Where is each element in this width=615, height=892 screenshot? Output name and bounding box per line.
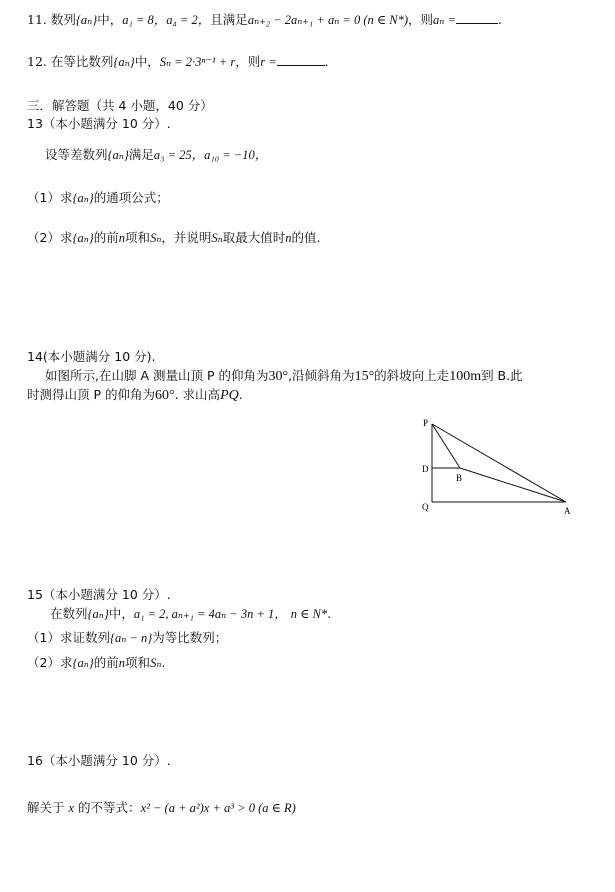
answer-blank[interactable] xyxy=(277,53,325,66)
q11-text: ，则 xyxy=(408,12,434,27)
q14-segment: PQ xyxy=(220,388,239,403)
q13-seq: {aₙ} xyxy=(72,191,94,205)
q13-part-2 xyxy=(27,230,320,246)
q13-text: 的通项公式； xyxy=(93,190,169,205)
q13-condition: a₃ = 25，a₁₀ = −10， xyxy=(153,148,268,162)
q12-text: 中， xyxy=(134,54,160,69)
q13-seq: {aₙ} xyxy=(107,148,129,162)
q11-text: 中， xyxy=(97,12,123,27)
label-P: P xyxy=(423,418,429,428)
q14-line-1 xyxy=(45,368,523,385)
q13-var: Sₙ xyxy=(211,231,223,245)
q12-seq: {aₙ} xyxy=(113,55,135,69)
q15-part-2 xyxy=(27,655,165,671)
q13-title: 13（本小题满分 10 分）. xyxy=(27,116,171,131)
q14-text: ,沿倾斜角为 xyxy=(288,368,355,383)
q14-text: 如图所示,在山脚 A 测量山顶 P 的仰角为 xyxy=(45,368,269,383)
q13-text: 的前 xyxy=(93,230,119,245)
q13-text: （2）求 xyxy=(27,230,73,245)
q15-stem xyxy=(50,606,331,622)
q11-end: . xyxy=(497,12,502,27)
question-number: 12. xyxy=(27,54,47,69)
q11-seq: {aₙ} xyxy=(75,13,98,27)
q11-text: 数列 xyxy=(50,12,76,27)
section-header: 三．解答题（共 4 小题，40 分） xyxy=(27,98,213,113)
q16-stem xyxy=(27,800,296,816)
q14-title: 14(本小题满分 10 分). xyxy=(27,349,156,364)
line-PB xyxy=(432,424,460,468)
q13-text: 取最大值时 xyxy=(222,230,286,245)
q15-text: （2）求 xyxy=(27,655,73,670)
q14-line-2 xyxy=(27,387,243,404)
q13-stem xyxy=(45,147,267,163)
q13-text: 满足 xyxy=(128,147,154,162)
q16-var: x xyxy=(68,801,75,815)
q14-text: . 求山高 xyxy=(174,387,221,402)
q11-text: 且满足 xyxy=(210,12,248,27)
q13-text: 设等差数列 xyxy=(45,147,108,162)
q12-text: ，则 xyxy=(235,54,261,69)
q13-text: 项和 xyxy=(125,230,151,245)
q15-seq: {aₙ} xyxy=(87,607,109,621)
q15-var: n xyxy=(118,656,126,670)
q16-text: 解关于 xyxy=(27,800,65,815)
q14-text: 的斜坡向上走 xyxy=(374,368,450,383)
q13-var: n xyxy=(118,231,126,245)
q13-text: ，并说明 xyxy=(161,230,212,245)
q15-text: 的前 xyxy=(93,655,119,670)
q15-end: . xyxy=(161,655,166,670)
q15-title: 15（本小题满分 10 分）. xyxy=(27,587,171,602)
label-B: B xyxy=(456,473,463,483)
q14-end: . xyxy=(238,387,243,402)
q15-text: 为等比数列； xyxy=(152,630,228,645)
label-A: A xyxy=(564,506,571,516)
q14-text: 时测得山顶 P 的仰角为 xyxy=(27,387,155,402)
q14-angle: 30° xyxy=(268,369,289,384)
q13-seq: {aₙ} xyxy=(72,231,94,245)
q14-angle: 15° xyxy=(354,369,375,384)
q15-end: . xyxy=(327,606,332,621)
q14-distance: 100m xyxy=(449,369,482,384)
line-PA xyxy=(432,424,566,502)
q11-recurrence: aₙ₊₂ − 2aₙ₊₁ + aₙ = 0 (n ∈ N*) xyxy=(247,13,408,27)
q15-text: （1）求证数列 xyxy=(27,630,110,645)
q13-part-1 xyxy=(27,190,169,206)
label-D: D xyxy=(422,464,429,474)
q14-text: 到 B.此 xyxy=(481,368,523,383)
q15-seq: {aₙ − n} xyxy=(109,631,153,645)
question-11 xyxy=(27,11,502,28)
q15-var: Sₙ xyxy=(150,656,162,670)
label-Q: Q xyxy=(422,502,429,512)
q13-text: （1）求 xyxy=(27,190,73,205)
q15-text: 项和 xyxy=(125,655,151,670)
q16-text: 的不等式： xyxy=(78,800,141,815)
question-12 xyxy=(27,53,329,70)
q16-inequality: x² − (a + a²)x + a³ > 0 (a ∈ R) xyxy=(140,801,296,815)
line-BA xyxy=(460,468,566,502)
q15-seq: {aₙ} xyxy=(72,656,94,670)
q13-var: n xyxy=(285,231,292,245)
q15-part-1 xyxy=(27,630,227,646)
q11-condition: a₁ = 8，a₄ = 2， xyxy=(122,13,211,27)
q11-ask: aₙ = xyxy=(433,13,456,27)
mountain-diagram xyxy=(418,415,578,520)
q16-title: 16（本小题满分 10 分）. xyxy=(27,753,171,768)
answer-blank[interactable] xyxy=(456,11,498,24)
q12-sum: Sₙ = 2·3ⁿ⁻¹ + r xyxy=(159,55,236,69)
question-number: 11. xyxy=(27,12,47,27)
q12-text: 在等比数列 xyxy=(50,54,114,69)
q12-end: . xyxy=(324,54,329,69)
q13-text: 的值. xyxy=(291,230,321,245)
q15-text: 在数列 xyxy=(50,606,88,621)
q15-recurrence: a₁ = 2, aₙ₊₁ = 4aₙ − 3n + 1， xyxy=(133,607,287,621)
q12-ask: r = xyxy=(260,55,277,69)
q15-text: 中， xyxy=(108,606,134,621)
q15-condition: n ∈ N* xyxy=(290,607,328,621)
q14-angle: 60° xyxy=(155,388,175,403)
q13-var: Sₙ xyxy=(150,231,162,245)
